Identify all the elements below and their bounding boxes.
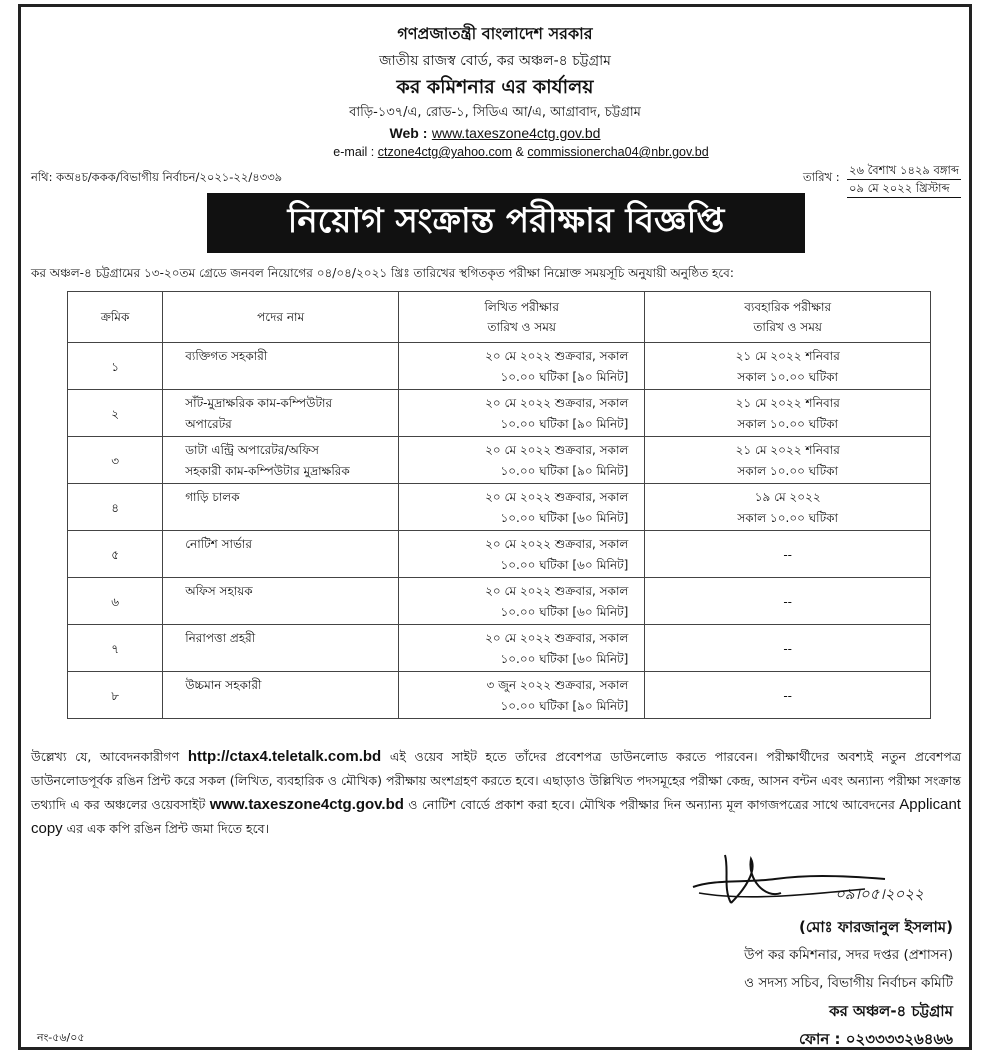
notice-text-4: এর এক কপি রঙিন প্রিন্ট জমা দিতে হবে। xyxy=(62,821,270,836)
cell-practical: ২১ মে ২০২২ শনিবার সকাল ১০.০০ ঘটিকা xyxy=(645,390,931,437)
reference-number: নথি: কঅ৪চ/ককক/বিভাগীয় নির্বাচন/২০২১-২২/৪৩৩৯ xyxy=(31,170,283,184)
table-row xyxy=(68,437,931,484)
cell-practical: ১৯ মে ২০২২ সকাল ১০.০০ ঘটিকা xyxy=(645,484,931,531)
admit-card-link[interactable]: http://ctax4.teletalk.com.bd xyxy=(187,748,382,765)
cell-practical: ২১ মে ২০২২ শনিবার সকাল ১০.০০ ঘটিকা xyxy=(645,343,931,390)
notice-text-2: এই ওয়েব সাইট হতে তাঁদের প্রবেশপত্র ডাউনলোড করতে পারবেন। পরীক্ষার্থীদের অবশ্যই নতুন প্রবেশপত্র ডাউনলোডপূর্বক রঙিন প্রিন্ট করে সকল (লিখিত, ব্যবহারিক ও মৌখিক) পরীক্ষায় অংশগ্রহণ করতে হবে। এছাড়াও উল্লিখিত পদসমূহের পরীক্ষা কেন্দ্র, আসন বন্টন এবং অন্যান্য পরীক্ষা সংক্রান্ত তথ্যাদি এ কর অঞ্চলের ওয়েবসাইট xyxy=(31,749,962,812)
cell-post: ডাটা এন্ট্রি অপারেটর/অফিস সহকারী কাম-কম্পিউটার মুদ্রাক্ষরিক xyxy=(163,437,399,484)
table-row xyxy=(68,531,931,578)
cell-serial: ৩ xyxy=(68,437,163,484)
cell-serial: ৫ xyxy=(68,531,163,578)
cell-post: সাঁট-মুদ্রাক্ষরিক কাম-কম্পিউটার অপারেটর xyxy=(163,390,399,437)
exam-schedule-table xyxy=(67,291,931,719)
table-header-row xyxy=(68,292,931,343)
cell-practical: -- xyxy=(645,625,931,672)
cell-written: ২০ মে ২০২২ শুক্রবার, সকাল ১০.০০ ঘটিকা [৬০ মিনিট] xyxy=(399,531,645,578)
cell-post: নোটিশ সার্ভার xyxy=(163,531,399,578)
cell-practical: -- xyxy=(645,531,931,578)
government-title: গণপ্রজাতন্ত্রী বাংলাদেশ সরকার xyxy=(397,24,593,43)
cell-written: ৩ জুন ২০২২ শুক্রবার, সকাল ১০.০০ ঘটিকা [৯০ মিনিট] xyxy=(399,672,645,719)
cell-serial: ৭ xyxy=(68,625,163,672)
date-block xyxy=(847,162,961,198)
office-name: কর কমিশনার এর কার্যালয় xyxy=(396,76,594,98)
signatory-name: (মোঃ ফারজানুল ইসলাম) xyxy=(799,918,953,936)
header-practical: ব্যবহারিক পরীক্ষার তারিখ ও সময় xyxy=(645,292,931,343)
notice-text-1: উল্লেখ্য যে, আবেদনকারীগণ xyxy=(31,749,188,764)
cell-post: উচ্চমান সহকারী xyxy=(163,672,399,719)
email-line xyxy=(171,145,871,159)
cell-practical: -- xyxy=(645,672,931,719)
notice-document xyxy=(18,4,972,1050)
applicant-copy-text: Applicant copy xyxy=(31,796,961,837)
cell-written: ২০ মে ২০২২ শুক্রবার, সকাল ১০.০০ ঘটিকা [৯০ মিনিট] xyxy=(399,437,645,484)
date-label: তারিখ : xyxy=(803,170,840,184)
cell-serial: ২ xyxy=(68,390,163,437)
board-name: জাতীয় রাজস্ব বোর্ড, কর অঞ্চল-৪ চট্টগ্রাম xyxy=(379,53,611,69)
signatory-designation: উপ কর কমিশনার, সদর দপ্তর (প্রশাসন) xyxy=(743,947,953,963)
cell-post: অফিস সহায়ক xyxy=(163,578,399,625)
header-post: পদের নাম xyxy=(163,292,399,343)
table-row xyxy=(68,672,931,719)
cell-written: ২০ মে ২০২২ শুক্রবার, সকাল ১০.০০ ঘটিকা [৬০ মিনিট] xyxy=(399,484,645,531)
header-written: লিখিত পরীক্ষার তারিখ ও সময় xyxy=(399,292,645,343)
cell-written: ২০ মে ২০২২ শুক্রবার, সকাল ১০.০০ ঘটিকা [৯০ মিনিট] xyxy=(399,390,645,437)
signatory-region: কর অঞ্চল-৪ চট্টগ্রাম xyxy=(829,1002,953,1020)
signatory-phone: ফোন : ০২৩৩৩৩২৬৪৬৬ xyxy=(798,1030,953,1048)
cell-post: গাড়ি চালক xyxy=(163,484,399,531)
cell-serial: ১ xyxy=(68,343,163,390)
office-address: বাড়ি-১৩৭/এ, রোড-১, সিডিএ আ/এ, আগ্রাবাদ, চট্টগ্রাম xyxy=(349,105,641,120)
cell-written: ২০ মে ২০২২ শুক্রবার, সকাল ১০.০০ ঘটিকা [৯০ মিনিট] xyxy=(399,343,645,390)
header-serial: ক্রমিক xyxy=(68,292,163,343)
intro-text: কর অঞ্চল-৪ চট্টগ্রামের ১৩-২০তম গ্রেডে জনবল নিয়োগের ০৪/০৪/২০২১ খ্রিঃ তারিখের স্থগিতকৃত পরীক্ষা নিম্নোক্ত সময়সূচি অনুযায়ী অনুষ্ঠিত হবে: xyxy=(31,266,734,280)
signatory-committee: ও সদস্য সচিব, বিভাগীয় নির্বাচন কমিটি xyxy=(744,975,953,991)
email-separator: & xyxy=(515,145,524,159)
website-link[interactable]: www.taxeszone4ctg.gov.bd xyxy=(209,796,404,813)
notice-banner: নিয়োগ সংক্রান্ত পরীক্ষার বিজ্ঞপ্তি xyxy=(207,193,805,253)
cell-practical: -- xyxy=(645,578,931,625)
table-row xyxy=(68,625,931,672)
cell-post: নিরাপত্তা প্রহরী xyxy=(163,625,399,672)
web-link[interactable]: www.taxeszone4ctg.gov.bd xyxy=(431,125,601,141)
table-row xyxy=(68,343,931,390)
email-link-2[interactable]: commissionercha04@nbr.gov.bd xyxy=(527,145,709,159)
cell-serial: ৮ xyxy=(68,672,163,719)
cell-practical: ২১ মে ২০২২ শনিবার সকাল ১০.০০ ঘটিকা xyxy=(645,437,931,484)
web-label: Web : xyxy=(389,125,428,141)
table-row xyxy=(68,578,931,625)
footer-number: নং-৫৬/০৫ xyxy=(37,1031,85,1044)
email-label: e-mail : xyxy=(333,145,375,159)
date-english: ০৯ মে ২০২২ খ্রিস্টাব্দ xyxy=(847,180,961,198)
cell-written: ২০ মে ২০২২ শুক্রবার, সকাল ১০.০০ ঘটিকা [৬০ মিনিট] xyxy=(399,625,645,672)
web-line xyxy=(21,125,969,142)
date-bangla: ২৬ বৈশাখ ১৪২৯ বঙ্গাব্দ xyxy=(847,162,961,180)
signatory-block xyxy=(623,913,953,1053)
table-row xyxy=(68,390,931,437)
cell-written: ২০ মে ২০২২ শুক্রবার, সকাল ১০.০০ ঘটিকা [৬০ মিনিট] xyxy=(399,578,645,625)
cell-serial: ৪ xyxy=(68,484,163,531)
cell-serial: ৬ xyxy=(68,578,163,625)
email-link-1[interactable]: ctzone4ctg@yahoo.com xyxy=(377,145,513,159)
signature-date: ০৯।০৫।২০২২ xyxy=(835,885,924,903)
cell-post: ব্যক্তিগত সহকারী xyxy=(163,343,399,390)
notice-text-3: ও নোটিশ বোর্ডে প্রকাশ করা হবে। মৌখিক পরীক্ষার দিন অন্যান্য মূল কাগজপত্রের সাথে আবেদনের xyxy=(403,797,900,812)
notice-paragraph xyxy=(31,745,961,841)
table-row xyxy=(68,484,931,531)
handwritten-signature xyxy=(685,849,945,915)
